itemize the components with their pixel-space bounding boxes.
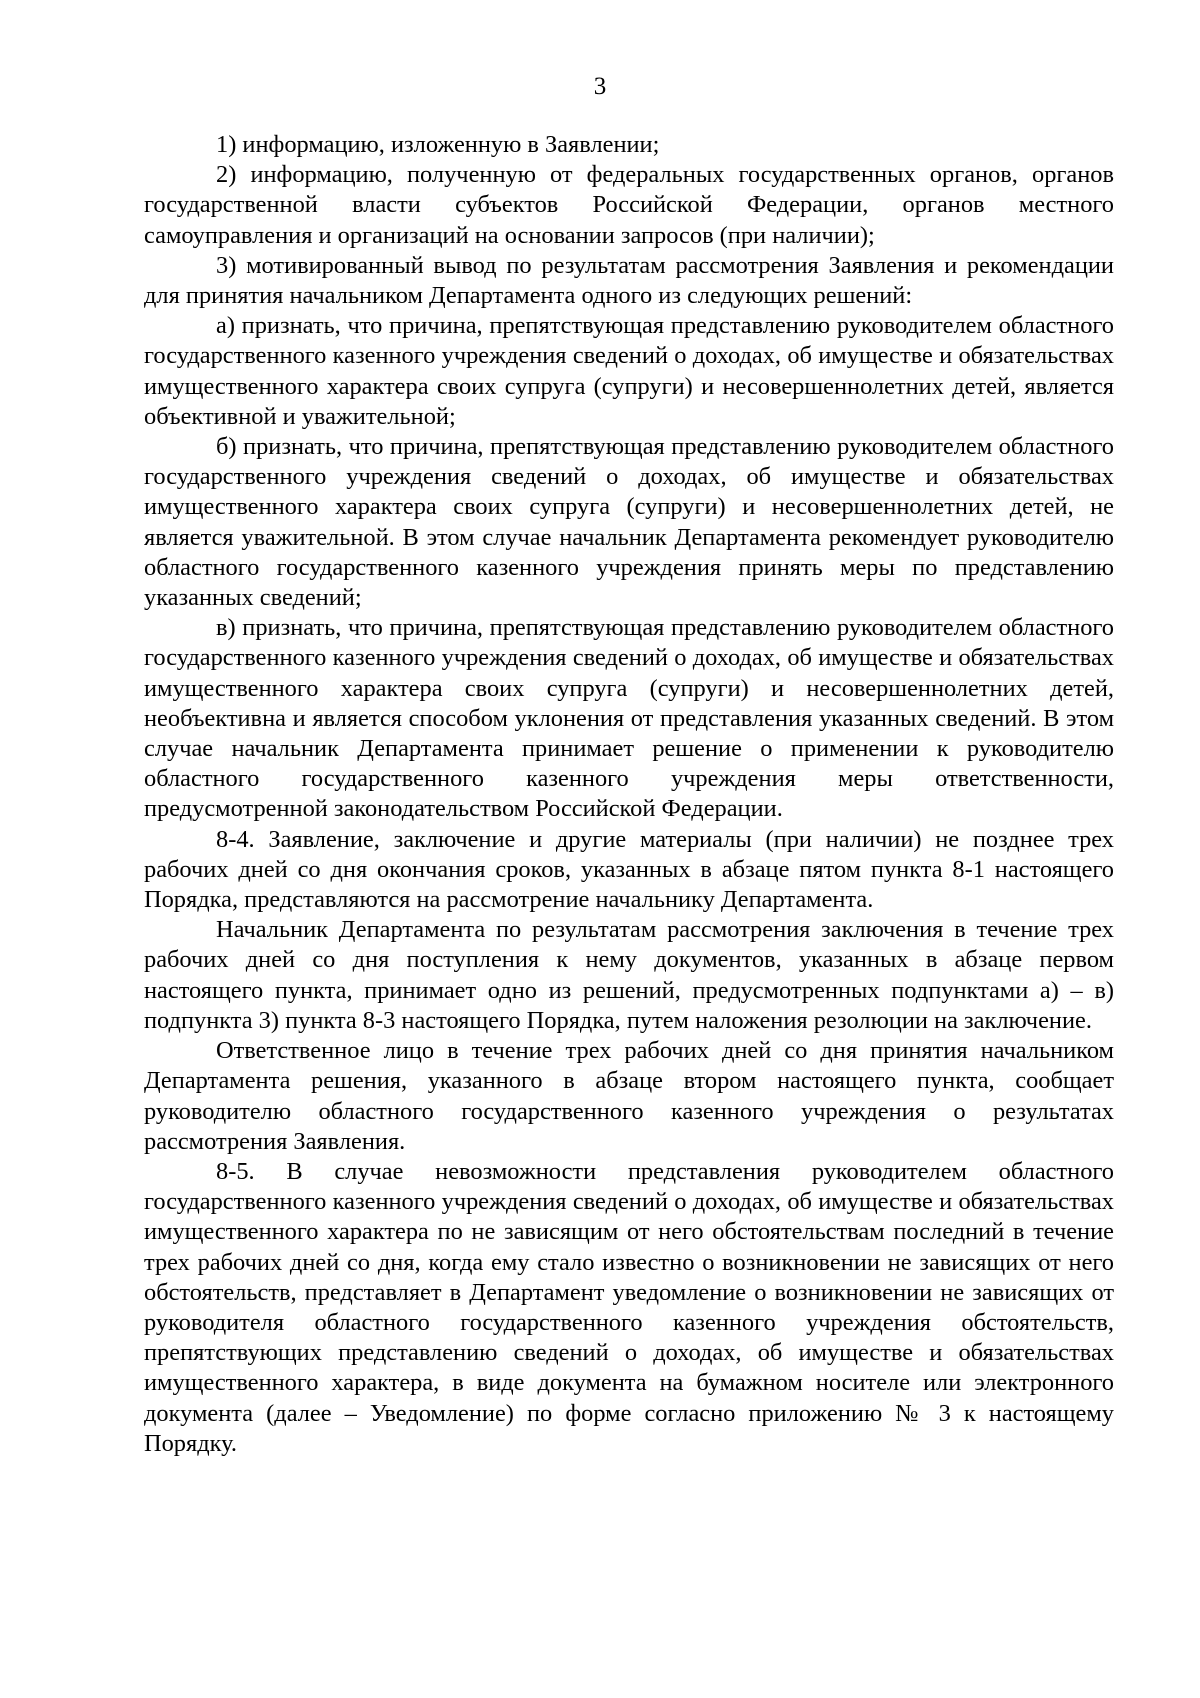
paragraph-subitem-a: а) признать, что причина, препятствующая представлению руководителем областного государственного казенного учреждения сведений о доходах, об имуществе и обязательствах имущественного характера своих супруга (супруги) и несовершеннолетних детей, является объективной и уважительной; xyxy=(144,312,1114,430)
paragraph-item-3: 3) мотивированный вывод по результатам рассмотрения Заявления и рекомендации для принятия начальником Департамента одного из следующих решений: xyxy=(144,251,1114,310)
document-body xyxy=(144,130,1114,1459)
paragraph-8-4-notification: Ответственное лицо в течение трех рабочих дней со дня принятия начальником Департамента решения, указанного в абзаце втором настоящего пункта, сообщает руководителю областного государственного казенного учреждения о результатах рассмотрения Заявления. xyxy=(144,1037,1114,1155)
paragraph-8-5: 8-5. В случае невозможности представления руководителем областного государственного казенного учреждения сведений о доходах, об имуществе и обязательствах имущественного характера по не зависящим от него обстоятельствам последний в течение трех рабочих дней со дня, когда ему стало известно о возникновении не зависящих от него обстоятельств, представляет в Департамент уведомление о возникновении не зависящих от руководителя областного государственного казенного учреждения обстоятельств, препятствующих представлению сведений о доходах, об имуществе и обязательствах имущественного характера, в виде документа на бумажном носителе или электронного документа (далее – Уведомление) по форме согласно приложению № 3 к настоящему Порядку. xyxy=(144,1157,1114,1457)
paragraph-8-4-decision: Начальник Департамента по результатам рассмотрения заключения в течение трех рабочих дней со дня поступления к нему документов, указанных в абзаце первом настоящего пункта, принимает одно из решений, предусмотренных подпунктами а) – в) подпункта 3) пункта 8-3 настоящего Порядка, путем наложения резолюции на заключение. xyxy=(144,916,1114,1034)
page-number: 3 xyxy=(593,73,607,100)
paragraph-8-4: 8-4. Заявление, заключение и другие материалы (при наличии) не позднее трех рабочих дней со дня окончания сроков, указанных в абзаце пятом пункта 8-1 настоящего Порядка, представляются на рассмотрение начальнику Департамента. xyxy=(144,825,1114,914)
paragraph-subitem-v: в) признать, что причина, препятствующая представлению руководителем областного государственного казенного учреждения сведений о доходах, об имуществе и обязательствах имущественного характера своих супруга (супруги) и несовершеннолетних детей, необъективна и является способом уклонения от представления указанных сведений. В этом случае начальник Департамента принимает решение о применении к руководителю областного государственного казенного учреждения меры ответственности, предусмотренной законодательством Российской Федерации. xyxy=(144,614,1114,823)
paragraph-subitem-b: б) признать, что причина, препятствующая представлению руководителем областного государственного учреждения сведений о доходах, об имуществе и обязательствах имущественного характера своих супруга (супруги) и несовершеннолетних детей, не является уважительной. В этом случае начальник Департамента рекомендует руководителю областного государственного казенного учреждения принять меры по представлению указанных сведений; xyxy=(144,433,1114,612)
paragraph-item-2: 2) информацию, полученную от федеральных государственных органов, органов государственной власти субъектов Российской Федерации, органов местного самоуправления и организаций на основании запросов (при наличии); xyxy=(144,161,1114,249)
paragraph-item-1: 1) информацию, изложенную в Заявлении; xyxy=(216,131,660,158)
